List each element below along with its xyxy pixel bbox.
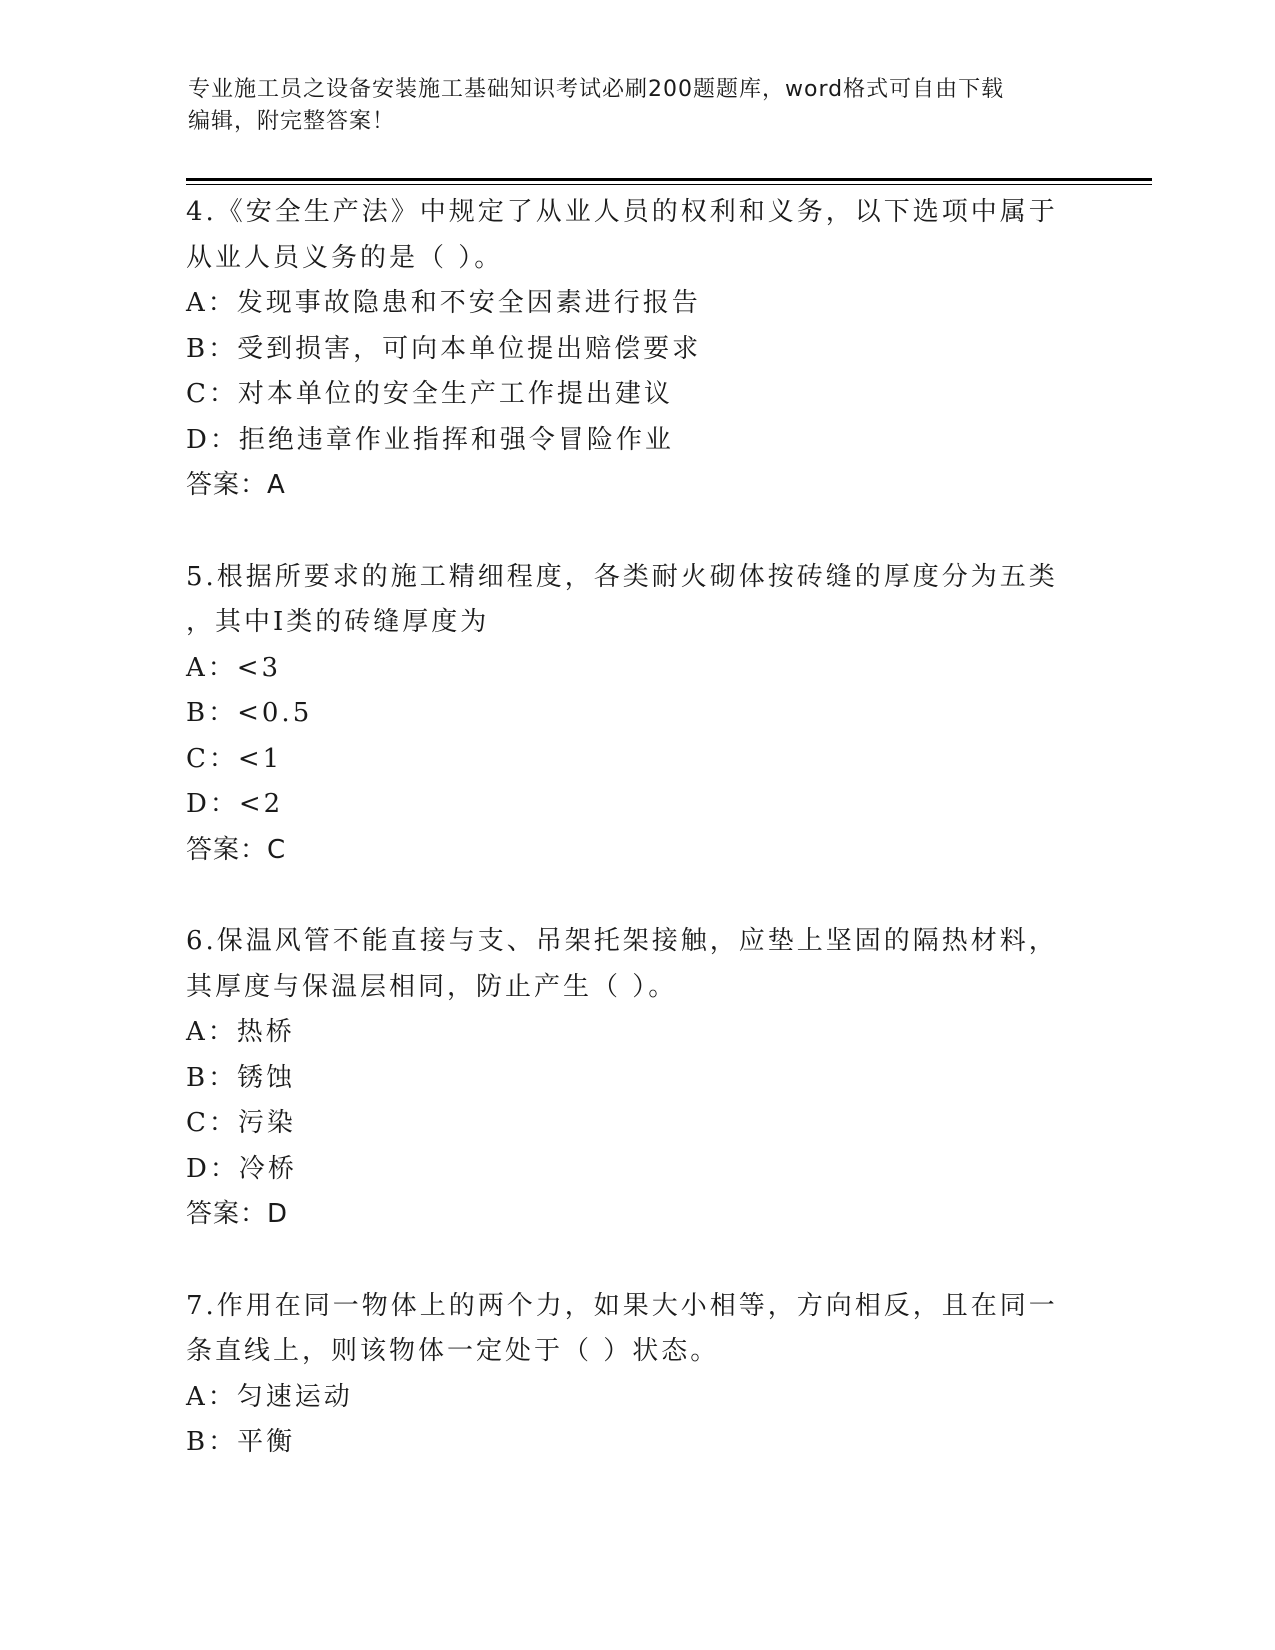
question-stem-line-2: ，其中Ⅰ类的砖缝厚度为 <box>186 607 490 637</box>
option-a: A：发现事故隐患和不安全因素进行报告 <box>186 288 701 318</box>
option-c: C：污染 <box>186 1108 296 1138</box>
question-7 <box>186 1284 1066 1466</box>
question-stem-line-1: 7.作用在同一物体上的两个力，如果大小相等，方向相反，且在同一 <box>186 1290 1058 1321</box>
option-b: B：<0.5 <box>186 698 313 728</box>
option-d: D：<2 <box>186 789 284 819</box>
option-a: A：<3 <box>186 652 282 683</box>
document-header <box>188 74 1068 138</box>
option-d: D：冷桥 <box>186 1153 297 1184</box>
option-b: B：受到损害，可向本单位提出赔偿要求 <box>186 333 702 364</box>
header-title-line-1: 专业施工员之设备安装施工基础知识考试必刷200题题库，word格式可自由下载 <box>188 77 1005 102</box>
header-divider-thin <box>186 184 1152 185</box>
question-stem-line-2: 其厚度与保温层相同，防止产生（ ）。 <box>186 971 678 1002</box>
question-stem-line-1: 4.《安全生产法》中规定了从业人员的权利和义务，以下选项中属于 <box>186 197 1058 227</box>
option-c: C：<1 <box>186 743 283 774</box>
answer: 答案：A <box>186 470 286 500</box>
answer: 答案：D <box>186 1199 289 1229</box>
question-stem-line-2: 条直线上，则该物体一定处于（ ）状态。 <box>186 1336 720 1366</box>
answer: 答案：C <box>186 834 287 865</box>
question-6 <box>186 919 1066 1238</box>
option-b: B：平衡 <box>186 1427 296 1457</box>
question-4 <box>186 190 1066 509</box>
option-d: D：拒绝违章作业指挥和强令冒险作业 <box>186 424 674 455</box>
question-list <box>186 190 1066 1512</box>
question-stem-line-1: 5.根据所要求的施工精细程度，各类耐火砌体按砖缝的厚度分为五类 <box>186 561 1058 592</box>
header-divider-thick <box>186 178 1152 181</box>
question-stem-line-1: 6.保温风管不能直接与支、吊架托架接触，应垫上坚固的隔热材料， <box>186 926 1058 956</box>
question-5 <box>186 555 1066 874</box>
header-title-line-2: 编辑，附完整答案！ <box>188 109 396 134</box>
question-stem-line-2: 从业人员义务的是（ ）。 <box>186 242 504 273</box>
option-a: A：热桥 <box>186 1017 295 1047</box>
option-c: C：对本单位的安全生产工作提出建议 <box>186 379 673 409</box>
option-b: B：锈蚀 <box>186 1062 296 1093</box>
option-a: A：匀速运动 <box>186 1381 353 1412</box>
